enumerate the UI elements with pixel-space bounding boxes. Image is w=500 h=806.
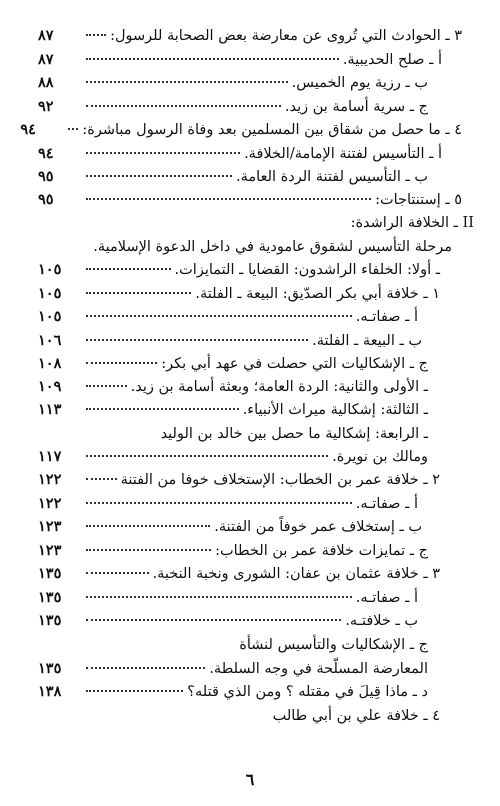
- dot-leader: [86, 175, 232, 177]
- toc-entry: [38, 611, 418, 631]
- dot-leader: [86, 549, 211, 551]
- dot-leader: [86, 81, 288, 83]
- dot-leader: [86, 339, 308, 341]
- toc-entry: [38, 400, 428, 420]
- toc-entry-title: ب ـ التأسيس لفتنة الردة العامة.: [236, 169, 428, 185]
- dot-leader: [86, 198, 371, 200]
- toc-entry-page: ١٢٢: [38, 471, 62, 488]
- dot-leader: [68, 128, 78, 130]
- toc-entry: [93, 237, 452, 257]
- dot-leader: [86, 362, 157, 364]
- toc-entry-page: ١١٧: [38, 448, 62, 465]
- toc-entry: [273, 706, 440, 726]
- toc-entry-page: ١٣٥: [38, 660, 62, 677]
- toc-entry-title: ـ الأولى والثانية: الردة العامة؛ وبعثة أسامة بن زيد.: [130, 379, 428, 395]
- toc-entry-page: ١٣٥: [38, 612, 62, 629]
- toc-entry-page: ٩٢: [38, 98, 54, 115]
- toc-entry-title: ١ ـ خلافة أبي بكر الصدّيق: البيعة ـ الفلتة.: [195, 286, 440, 302]
- toc-entry-page: ٨٧: [38, 51, 54, 68]
- toc-entry-page: ٩٤: [20, 121, 36, 138]
- toc-entry-title: أ ـ صفاتـه.: [355, 496, 418, 512]
- toc-entry-title: ج ـ الإشكاليات والتأسيس لنشأة: [239, 637, 428, 653]
- toc-entry-title: أ ـ صفاتـه.: [355, 590, 418, 606]
- toc-entry-page: ١٠٩: [38, 378, 62, 395]
- toc-entry-title: ب ـ رزية يوم الخميس.: [291, 75, 428, 91]
- toc-entry: [38, 73, 428, 93]
- toc-entry-page: ٩٥: [38, 191, 54, 208]
- toc-entry-title: ـ أولا: الخلفاء الراشدون: القضايا ـ التمايزات.: [174, 262, 440, 278]
- dot-leader: [86, 292, 191, 294]
- toc-entry: [161, 424, 428, 444]
- dot-leader: [86, 315, 352, 317]
- toc-entry: [38, 144, 442, 164]
- toc-entry: [38, 284, 440, 304]
- dot-leader: [86, 408, 239, 410]
- toc-entry-title: ج ـ تمايزات خلافة عمر بن الخطاب:: [215, 543, 428, 559]
- toc-entry-page: ١٠٦: [38, 332, 62, 349]
- dot-leader: [86, 385, 127, 387]
- toc-entry-title: II ـ الخلافة الراشدة:: [350, 215, 474, 231]
- dot-leader: [86, 667, 205, 669]
- toc-entry-title: ج ـ الإشكاليات التي حصلت في عهد أبي بكر:: [161, 356, 428, 372]
- toc-entry-title: ج ـ سرية أسامة بن زيد.: [284, 99, 428, 115]
- toc-entry-title: المعارضة المسلّحة في وجه السلطة.: [209, 661, 428, 677]
- toc-entry-title: ٤ ـ ما حصل من شقاق بين المسلمين بعد وفاة الرسول مباشرة:: [82, 122, 462, 138]
- toc-entry: [38, 260, 440, 280]
- toc-entry: [38, 354, 428, 374]
- toc-entry: [38, 97, 428, 117]
- toc-entry: [38, 517, 422, 537]
- dot-leader: [86, 572, 149, 574]
- dot-leader: [86, 152, 240, 154]
- toc-entry-page: ٩٥: [38, 168, 54, 185]
- toc-entry: [38, 190, 462, 210]
- toc-entry-page: ١٣٥: [38, 589, 62, 606]
- toc-entry: [38, 307, 418, 327]
- toc-entry: [38, 541, 428, 561]
- dot-leader: [86, 268, 171, 270]
- toc-entry-title: أ ـ صلح الحديبية.: [342, 52, 442, 68]
- toc-entry: [239, 635, 428, 655]
- toc-entry: [38, 470, 440, 490]
- toc-entry-title: ٢ ـ خلافة عمر بن الخطاب: الإستخلاف خوفا من الفتنة: [120, 472, 440, 488]
- toc-entry-title: ب ـ خلافتـه.: [345, 613, 418, 629]
- toc-entry: [38, 588, 418, 608]
- toc-entry-title: ب ـ إستخلاف عمر خوفاً من الفتنة.: [214, 519, 422, 535]
- toc-entry-title: مرحلة التأسيس لشقوق عامودية في داخل الدعوة الإسلامية.: [93, 239, 452, 255]
- toc-entry-page: ١٠٥: [38, 308, 62, 325]
- toc-entry: [38, 50, 442, 70]
- toc-entry-page: ١٠٥: [38, 261, 62, 278]
- dot-leader: [86, 34, 106, 36]
- dot-leader: [86, 619, 341, 621]
- toc-entry-page: ١٢٣: [38, 518, 62, 535]
- dot-leader: [86, 58, 339, 60]
- toc-entry: [38, 659, 428, 679]
- toc-entry: [351, 213, 474, 233]
- toc-entry-page: ١٣٨: [38, 683, 62, 700]
- toc-entry-title: ـ الثالثة: إشكالية ميراث الأنبياء.: [242, 402, 428, 418]
- toc-entry-title: ـ الرابعة: إشكالية ما حصل بين خالد بن الوليد: [160, 426, 428, 442]
- dot-leader: [86, 455, 328, 457]
- toc-entry-title: ٥ ـ إستنتاجات:: [375, 192, 462, 208]
- toc-entry-page: ١٢٣: [38, 542, 62, 559]
- toc-entry: [38, 682, 428, 702]
- toc-entry: [38, 564, 440, 584]
- toc-entry-page: ١٣٥: [38, 565, 62, 582]
- toc-entry-title: د ـ ماذا قِيلَ في مقتله ؟ ومن الذي قتله؟: [187, 684, 428, 700]
- dot-leader: [86, 690, 183, 692]
- toc-entry-page: ١٢٢: [38, 495, 62, 512]
- toc-entry-title: ومالك بن نويرة.: [332, 449, 428, 465]
- toc-entry: [38, 447, 428, 467]
- toc-entry-title: ٣ ـ الحوادث التي تُروى عن معارضة بعض الصحابة للرسول:: [110, 28, 462, 44]
- dot-leader: [86, 478, 117, 480]
- dot-leader: [86, 596, 352, 598]
- toc-entry-page: ٨٧: [38, 27, 54, 44]
- toc-entry-title: ٤ ـ خلافة علي بن أبي طالب: [272, 708, 440, 724]
- toc-entry: [38, 331, 422, 351]
- toc-entry: [38, 26, 462, 46]
- toc-entry: [20, 120, 462, 140]
- dot-leader: [86, 502, 352, 504]
- dot-leader: [86, 525, 210, 527]
- page-number: ٦: [245, 770, 255, 789]
- dot-leader: [86, 105, 281, 107]
- toc-entry: [38, 167, 428, 187]
- toc-entry: [38, 377, 428, 397]
- toc-entry: [38, 494, 418, 514]
- toc-entry-title: أ ـ صفاتـه.: [355, 309, 418, 325]
- toc-entry-page: ١١٣: [38, 401, 62, 418]
- toc-entry-page: ٩٤: [38, 145, 54, 162]
- toc-entry-title: ب ـ البيعة ـ الفلتة.: [312, 333, 422, 349]
- toc-entry-title: أ ـ التأسيس لفتنة الإمامة/الخلافة.: [244, 146, 442, 162]
- toc-entry-page: ١٠٥: [38, 285, 62, 302]
- toc-entry-title: ٣ ـ خلافة عثمان بن عفان: الشورى ونخبة النخبة.: [152, 566, 440, 582]
- toc-entry-page: ٨٨: [38, 74, 54, 91]
- toc-entry-page: ١٠٨: [38, 355, 62, 372]
